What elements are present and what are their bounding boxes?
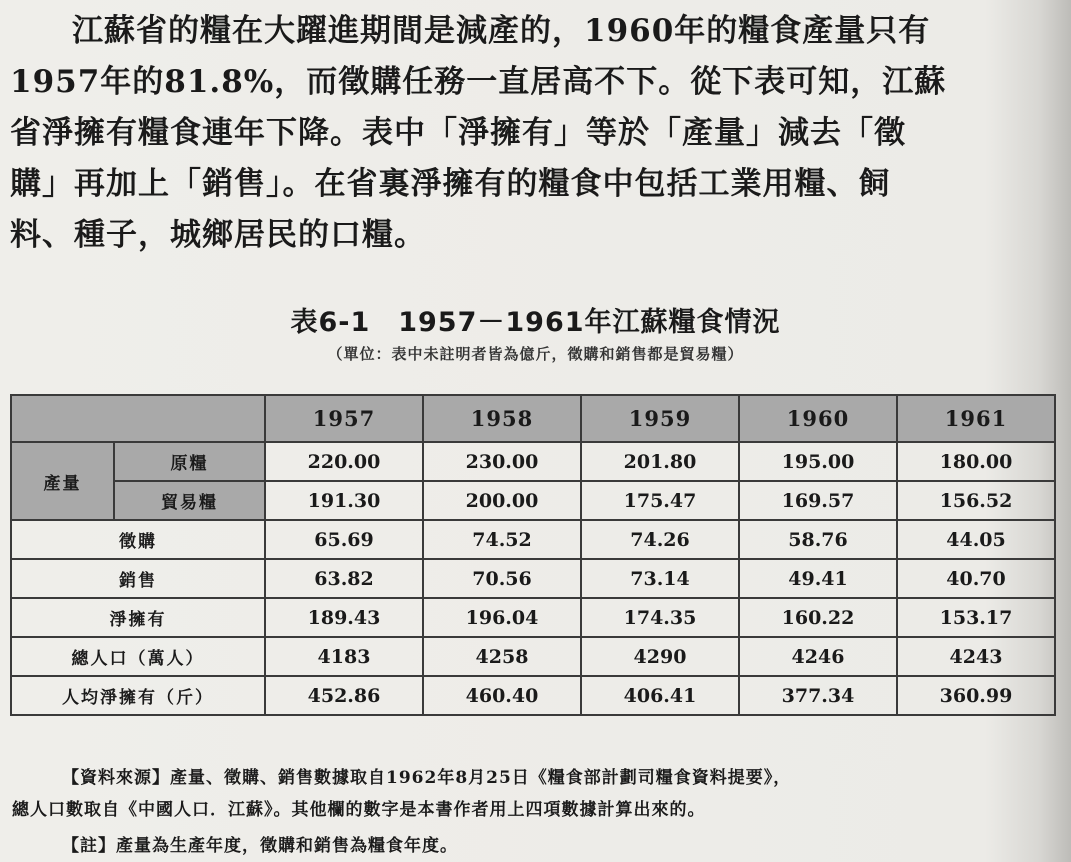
table-cell: 73.14 [581, 559, 739, 598]
table-cell: 230.00 [423, 442, 581, 481]
table-cell: 49.41 [739, 559, 897, 598]
table-cell: 195.00 [739, 442, 897, 481]
table-cell: 153.17 [897, 598, 1055, 637]
year-header: 1957 [265, 395, 423, 442]
table-cell: 4290 [581, 637, 739, 676]
table-cell: 200.00 [423, 481, 581, 520]
row-label: 淨擁有 [11, 598, 265, 637]
table-cell: 452.86 [265, 676, 423, 715]
grain-table [10, 394, 1056, 716]
table-cell: 44.05 [897, 520, 1055, 559]
table-cell: 4243 [897, 637, 1055, 676]
paragraph-line: 料、種子，城鄉居民的口糧。 [10, 217, 426, 253]
row-label: 人均淨擁有（斤） [11, 676, 265, 715]
table-cell: 63.82 [265, 559, 423, 598]
paragraph-line: 江蘇省的糧在大躍進期間是減產的，1960年的糧食產量只有 [72, 13, 931, 49]
year-header: 1960 [739, 395, 897, 442]
table-cell: 175.47 [581, 481, 739, 520]
table-row [11, 481, 1055, 520]
table-subtitle: （單位：表中未註明者皆為億斤，徵購和銷售都是貿易糧） [327, 345, 744, 363]
year-header: 1958 [423, 395, 581, 442]
year-header: 1961 [897, 395, 1055, 442]
table-row [11, 598, 1055, 637]
table-cell: 65.69 [265, 520, 423, 559]
table-cell: 58.76 [739, 520, 897, 559]
table-row [11, 559, 1055, 598]
paragraph-line: 1957年的81.8%，而徵購任務一直居高不下。從下表可知，江蘇 [10, 64, 947, 100]
table-row [11, 676, 1055, 715]
table-cell: 74.52 [423, 520, 581, 559]
body-paragraph [10, 6, 1050, 261]
table-cell: 406.41 [581, 676, 739, 715]
table-cell: 220.00 [265, 442, 423, 481]
row-label: 總人口（萬人） [11, 637, 265, 676]
table-cell: 174.35 [581, 598, 739, 637]
table-cell: 196.04 [423, 598, 581, 637]
table-title: 表6-1 1957－1961年江蘇糧食情況 [290, 307, 781, 338]
table-cell: 156.52 [897, 481, 1055, 520]
source-note-line1: 【資料來源】產量、徵購、銷售數據取自1962年8月25日《糧食部計劃司糧食資料提要》， [62, 768, 792, 788]
table-cell: 191.30 [265, 481, 423, 520]
table-cell: 180.00 [897, 442, 1055, 481]
paragraph-line: 購」再加上「銷售」。在省裏淨擁有的糧食中包括工業用糧、飼 [10, 166, 891, 202]
table-row [11, 520, 1055, 559]
table-cell: 160.22 [739, 598, 897, 637]
table-note: 【註】產量為生產年度，徵購和銷售為糧食年度。 [62, 836, 458, 856]
table-cell: 169.57 [739, 481, 897, 520]
table-cell: 189.43 [265, 598, 423, 637]
paragraph-line: 省淨擁有糧食連年下降。表中「淨擁有」等於「產量」減去「徵 [10, 115, 906, 151]
table-row [11, 637, 1055, 676]
group-label-production: 產量 [11, 442, 114, 520]
table-cell: 70.56 [423, 559, 581, 598]
row-label: 原糧 [114, 442, 265, 481]
table-cell: 4258 [423, 637, 581, 676]
source-note-line2: 總人口數取自《中國人口．江蘇》。其他欄的數字是本書作者用上四項數據計算出來的。 [12, 800, 706, 820]
table-cell: 74.26 [581, 520, 739, 559]
table-row [11, 442, 1055, 481]
table-cell: 460.40 [423, 676, 581, 715]
header-corner-cell [11, 395, 265, 442]
row-label: 貿易糧 [114, 481, 265, 520]
table-cell: 360.99 [897, 676, 1055, 715]
table-cell: 377.34 [739, 676, 897, 715]
year-header: 1959 [581, 395, 739, 442]
row-label: 銷售 [11, 559, 265, 598]
table-header-row [11, 395, 1055, 442]
table-cell: 40.70 [897, 559, 1055, 598]
table-cell: 4183 [265, 637, 423, 676]
table-cell: 4246 [739, 637, 897, 676]
row-label: 徵購 [11, 520, 265, 559]
table-cell: 201.80 [581, 442, 739, 481]
